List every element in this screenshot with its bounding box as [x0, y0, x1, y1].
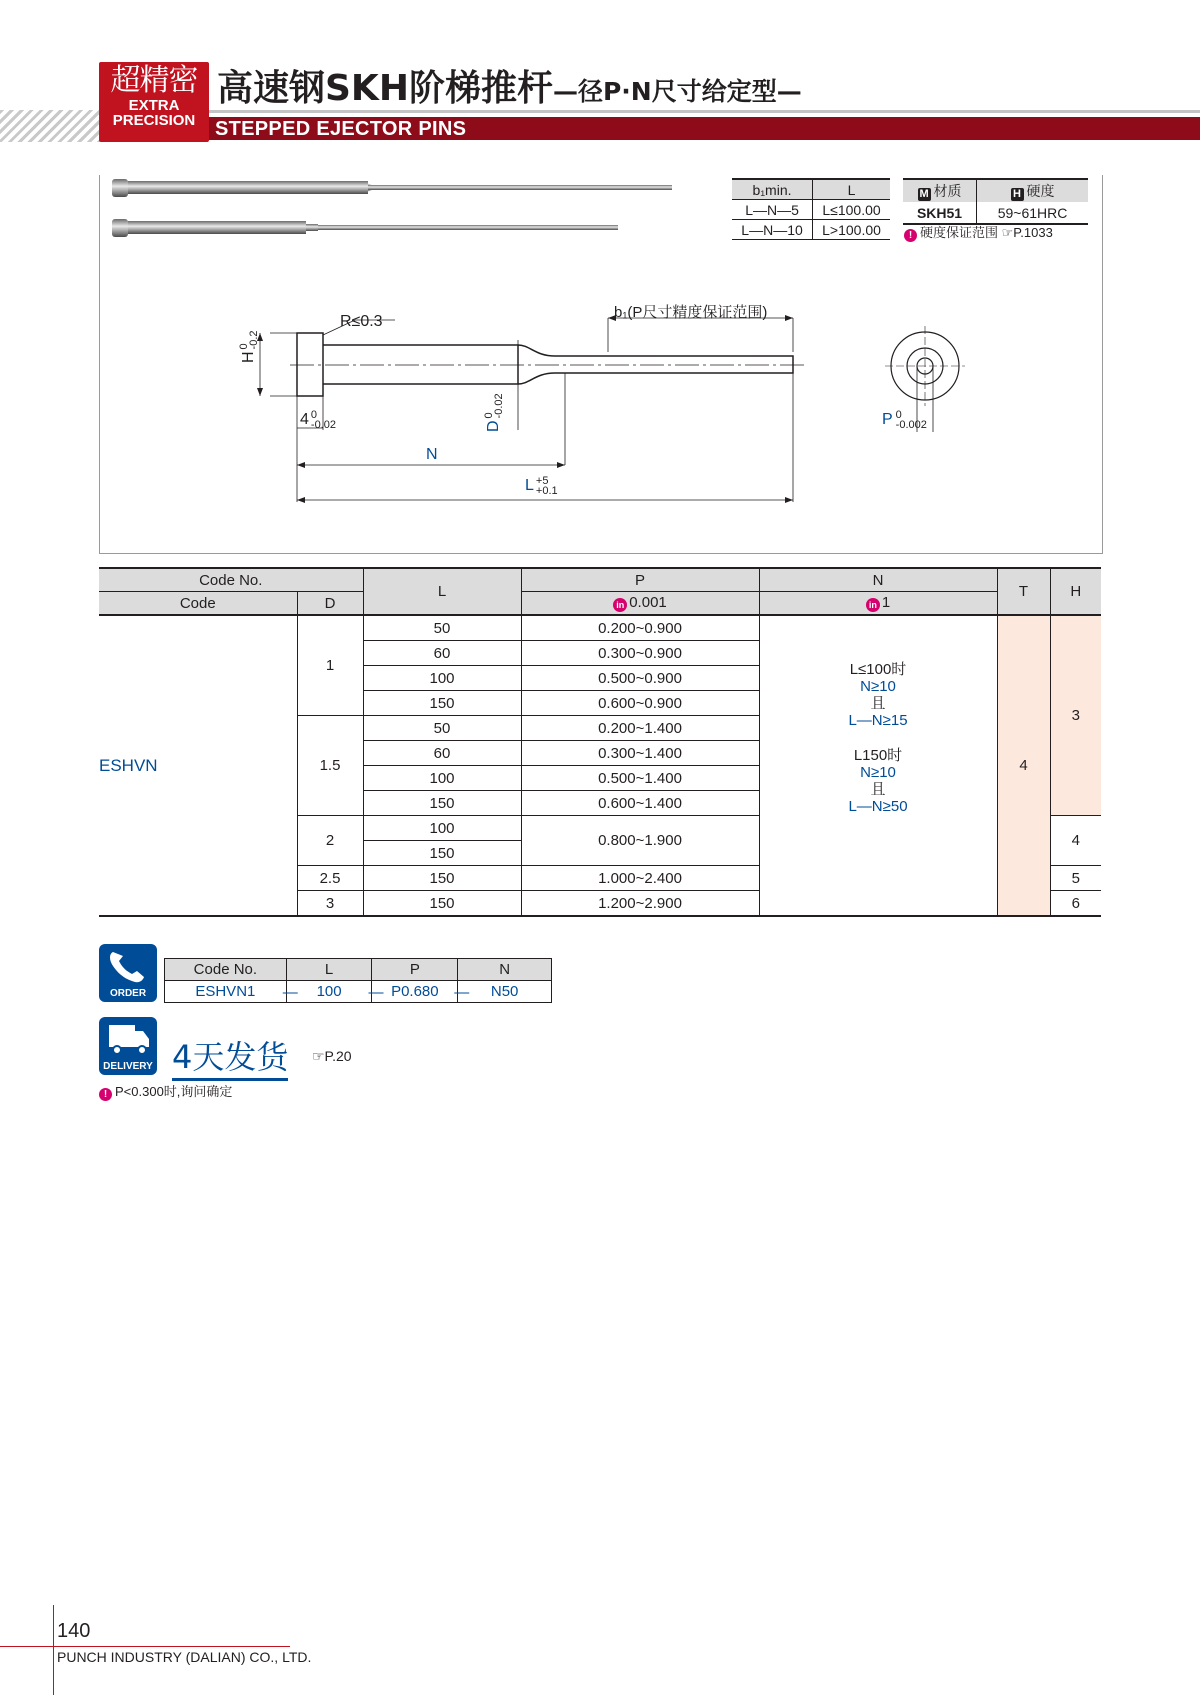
hardness-label: 硬度 [1026, 183, 1055, 199]
h-tol-up: 0 [238, 343, 250, 350]
material-table [903, 178, 1088, 225]
hardness-ref: ☞P.1033 [1001, 225, 1053, 240]
l-cell: 100 [363, 766, 521, 791]
l-cell: 100 [363, 816, 521, 841]
header-n: N [759, 568, 997, 592]
material-value: SKH51 [916, 204, 963, 221]
header-l: L [363, 568, 521, 615]
order-n-cell [454, 981, 552, 1003]
hardness-note-text: 硬度保证范围 [920, 225, 999, 240]
four-tol-up: 0 [310, 409, 318, 421]
delivery-icon-label: DELIVERY [103, 1061, 153, 1072]
four-dimension [300, 410, 336, 430]
l-cell: 150 [363, 791, 521, 816]
technical-drawing [230, 300, 990, 510]
p-label: P [882, 411, 893, 429]
p-cell: 0.600~0.900 [521, 691, 759, 716]
h-label: H [240, 351, 258, 363]
l-dimension [525, 476, 558, 496]
warning-icon: ! [99, 1088, 112, 1101]
p-cell: 1.200~2.900 [521, 891, 759, 917]
increment-icon: in [866, 598, 880, 612]
b1-cell: L—N—5 [732, 200, 813, 220]
b1-header: b₁min. [732, 179, 813, 200]
t-cell: 4 [997, 615, 1050, 916]
header-d: D [297, 592, 363, 616]
order-header-l: L [286, 959, 372, 981]
h-cell: 3 [1050, 615, 1101, 816]
b1-cell: L—N—10 [732, 220, 813, 240]
order-p-cell [368, 981, 458, 1003]
n-rule2-title: L150时 [853, 746, 903, 764]
n-label: N [426, 446, 438, 463]
d-tol-lo: -0.02 [493, 393, 505, 419]
p-tol-lo: -0.002 [895, 419, 927, 431]
delivery-days: 4天发货 [172, 1032, 288, 1081]
pin-body [323, 345, 518, 384]
header-code: Code [99, 592, 297, 616]
pin-long [112, 179, 672, 197]
order-code: ESHVN1 [165, 981, 287, 1003]
b1-label: b₁(P尺寸精度保证范围) [614, 304, 768, 321]
hardness-note [904, 222, 1053, 242]
h-dimension [239, 330, 259, 363]
d-cell: 3 [297, 891, 363, 917]
n-rule1-a: N≥10 [860, 677, 896, 695]
l-cell: 50 [363, 716, 521, 741]
four-tol-lo: -0.02 [310, 419, 336, 431]
radius-label: R≤0.3 [340, 313, 383, 330]
d-cell: 2 [297, 816, 363, 866]
p-cell: 0.300~1.400 [521, 741, 759, 766]
truck-icon [99, 1017, 157, 1061]
warning-icon: ! [904, 229, 917, 242]
order-l: 100 [316, 983, 342, 1000]
header-p: P [521, 568, 759, 592]
l-cell: 150 [363, 691, 521, 716]
p-cell: 0.500~1.400 [521, 766, 759, 791]
delivery-note [99, 1081, 232, 1101]
p-cell: 1.000~2.400 [521, 866, 759, 891]
code-cell: ESHVN [99, 615, 297, 916]
header-t: T [997, 568, 1050, 615]
product-photo [110, 177, 680, 242]
order-p: P0.680 [391, 983, 439, 1000]
header-h: H [1050, 568, 1101, 615]
d-dimension [484, 393, 504, 432]
p-tol-up: 0 [895, 409, 902, 421]
l-cell: 150 [363, 841, 521, 866]
order-l-cell [282, 981, 372, 1003]
l-cell: 100 [363, 666, 521, 691]
badge-zh: 超精密 [110, 63, 198, 98]
l-header: L [813, 179, 890, 200]
header-n-step: in 1 [759, 592, 997, 616]
pin-head [297, 333, 323, 396]
n-rule1-b: L—N≥15 [848, 711, 908, 729]
d-label: D [485, 420, 503, 432]
p-cell: 0.800~1.900 [521, 816, 759, 866]
page-number: 140 [57, 1620, 91, 1642]
p-cell: 0.500~0.900 [521, 666, 759, 691]
pin-tip [518, 345, 793, 384]
order-dash: — [368, 984, 384, 1001]
h-tol-lo: -0.2 [248, 330, 260, 350]
order-icon [99, 944, 157, 1002]
extra-precision-badge [99, 62, 209, 142]
l-cell: L>100.00 [813, 220, 890, 240]
l-tol-lo: +0.1 [535, 485, 558, 497]
p-dimension [882, 410, 927, 430]
order-header-n: N [458, 959, 552, 981]
four-label: 4 [300, 411, 309, 429]
h-cell: 4 [1050, 816, 1101, 866]
order-dash: — [454, 984, 470, 1001]
order-icon-label: ORDER [109, 988, 147, 999]
l-cell: 150 [363, 891, 521, 917]
header-stripes [0, 110, 100, 142]
l-cell: 60 [363, 741, 521, 766]
n-rule1-title: L≤100时 [849, 660, 907, 678]
p-cell: 0.300~0.900 [521, 641, 759, 666]
d-cell: 1 [297, 615, 363, 716]
p-cell: 0.200~1.400 [521, 716, 759, 741]
l-tol-up: +5 [535, 475, 549, 487]
hardness-value: 59~61HRC [977, 202, 1088, 224]
l-cell: 60 [363, 641, 521, 666]
p-cell: 0.200~0.900 [521, 615, 759, 641]
l-cell: L≤100.00 [813, 200, 890, 220]
english-title: STEPPED EJECTOR PINS [215, 118, 467, 140]
page-title [217, 60, 802, 111]
footer-rule-horizontal [0, 1646, 290, 1647]
h-cell: 6 [1050, 891, 1101, 917]
order-dash: — [282, 984, 298, 1001]
company-name: PUNCH INDUSTRY (DALIAN) CO., LTD. [57, 1649, 312, 1665]
n-rule1-and: 且 [870, 694, 886, 712]
b1-spec-table [732, 178, 890, 240]
material-icon: M [919, 188, 929, 200]
l-cell: 50 [363, 615, 521, 641]
order-header-p: P [372, 959, 458, 981]
title-text: 高速钢SKH阶梯推杆 [217, 68, 553, 109]
increment-icon: in [613, 598, 627, 612]
phone-icon [99, 944, 157, 988]
badge-en1: EXTRA [128, 97, 180, 114]
order-header-codeno: Code No. [165, 959, 287, 981]
pin-short [112, 219, 618, 237]
d-cell: 2.5 [297, 866, 363, 891]
p-cell: 0.600~1.400 [521, 791, 759, 816]
header-codeno: Code No. [99, 568, 363, 592]
material-label: 材质 [933, 183, 962, 199]
n-rule2-b: L—N≥50 [848, 797, 908, 815]
delivery-icon [99, 1017, 157, 1075]
badge-en2: PRECISION [112, 112, 196, 129]
d-tol-up: 0 [483, 412, 495, 419]
h-cell: 5 [1050, 866, 1101, 891]
order-n: N50 [490, 983, 519, 1000]
n-rule-cell [759, 615, 997, 916]
hardness-icon: H [1011, 188, 1024, 201]
header-bar [100, 117, 1200, 140]
n-rule2-and: 且 [870, 780, 886, 798]
l-cell: 150 [363, 866, 521, 891]
d-cell: 1.5 [297, 716, 363, 816]
n-rule2-a: N≥10 [860, 763, 896, 781]
footer-rule-vertical [53, 1605, 54, 1695]
order-example-table [164, 958, 552, 1003]
spec-table [99, 567, 1101, 917]
delivery-ref: ☞P.20 [312, 1048, 352, 1064]
delivery-note-text: P<0.300时,询问确定 [115, 1084, 233, 1099]
title-subtitle: —径P·N尺寸给定型— [552, 77, 802, 106]
header-p-step: in 0.001 [521, 592, 759, 616]
l-label: L [525, 477, 534, 495]
